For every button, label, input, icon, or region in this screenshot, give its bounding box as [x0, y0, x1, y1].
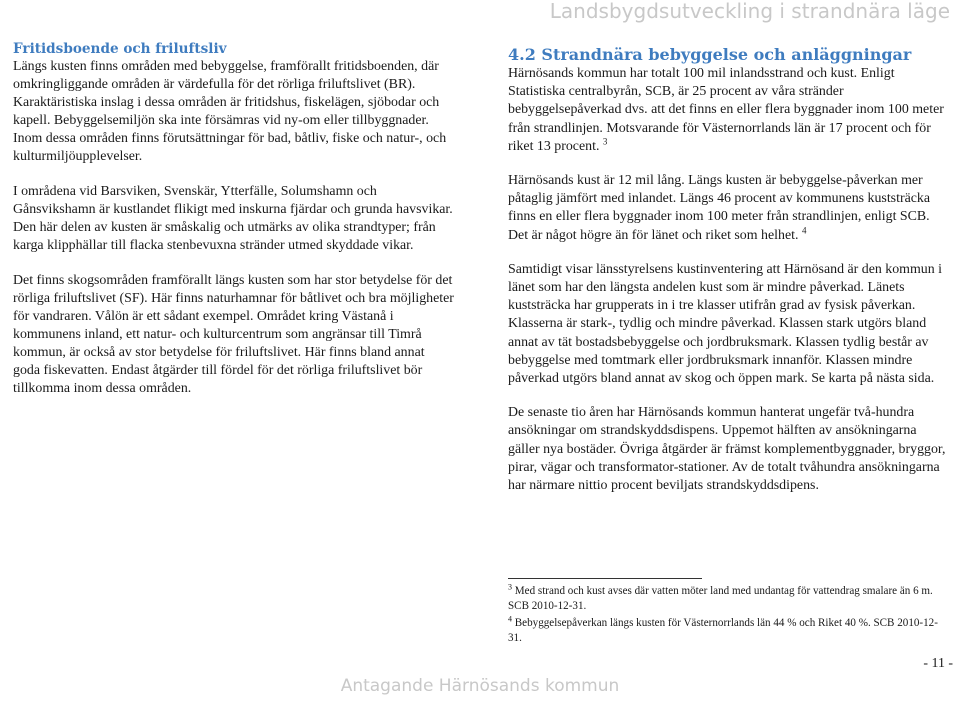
section-heading-fritidsboende: Fritidsboende och friluftsliv — [13, 41, 227, 57]
right-column — [508, 45, 946, 511]
section-heading-strandnara-bebyggelse: 4.2 Strandnära bebyggelse och anläggningar — [508, 45, 912, 64]
footnote-reference-3[interactable]: 3 — [602, 136, 608, 147]
footnote-reference-4[interactable]: 4 — [801, 225, 807, 235]
page-number: - 11 - — [923, 656, 953, 671]
paragraph-kustlangd-text: Härnösands kust är 12 mil lång. Längs kusten är bebyggelse-påverkan mer påtaglig jämfört med inlandet. Längs 46 procent av kommunens kuststräcka finns en eller flera byggnader inom 100 meter från strandlinjen, enligt SCB. Det är något högre än för länet och riket som helhet. — [508, 173, 931, 243]
footnote-3-marker: 3 — [508, 582, 512, 592]
footnote-4 — [508, 616, 948, 645]
paragraph-inlandsstrand — [508, 65, 946, 156]
paragraph-kustinventering: Samtidigt visar länsstyrelsens kustinventering att Härnösand är den kommun i länet som har den längsta andelen kust som är mindre påverkad. Länets kuststräcka har grupperats in i tre klasser utifrån grad av fysisk påverkan. Klasserna är stark-, tydlig och mindre påverkad. Klassen stark utgörs bland annat av tät bostadsbebyggelse och jordbruksmark. Klassen tydlig består av bebyggelse med tomtmark eller jordbruksmark innanför. Klassen mindre påverkad utgörs bland annat av skog och öppen mark. Se karta på nästa sida. — [508, 261, 943, 387]
footnote-4-text: Bebyggelsepåverkan längs kusten för Västernorrlands län 44 % och Riket 40 %. SCB 2010-12-31. — [508, 617, 938, 644]
paragraph-strandskyddsdispens: De senaste tio åren har Härnösands kommun hanterat ungefär två-hundra ansökningar om strandskyddsdispens. Uppemot hälften av ansökningarna gäller nya bostäder. Övriga åtgärder är främst komplementbyggnader, bryggor, pirar, vägar och transformator-stationer. Av de totalt tvåhundra ansökningarna har närmare nittio procent beviljats strandskyddsdipens. — [508, 405, 946, 494]
running-header-title: Landsbygdsutveckling i strandnära läge — [549, 0, 950, 23]
footnote-3-text: Med strand och kust avses där vatten möter land med undantag för vattendrag smalare än 6 m. SCB 2010-12-31. — [508, 585, 933, 612]
paragraph-inlandsstrand-text: Härnösands kommun har totalt 100 mil inlandsstrand och kust. Enligt Statistiska centralbyrån, SCB, är 25 procent av våra stränder bebyggelsepåverkad dvs. att det finns en eller flera byggnader inom 100 meter från strandlinjen. Motsvarande för Västernorrlands län är 17 procent och för riket 13 procent. — [508, 66, 944, 154]
footnote-3 — [508, 584, 948, 613]
paragraph-kustlangd — [508, 172, 946, 245]
paragraph-skogsomraden: Det finns skogsområden framförallt längs kusten som har stor betydelse för det rörliga friluftslivet (SF). Här finns naturhamnar för båtlivet och bra möjligheter för vandraren. Vålön är ett sådant exempel. Området kring Västanå i kommunens inland, ett natur- och kulturcentrum som angränsar till Timrå kommun, är också av stor betydelse för friluftslivet. Här finns bland annat goda fiskevatten. Endast åtgärder till fördel för det rörliga friluftslivet bör tillkomma inom dessa områden. — [13, 273, 454, 396]
running-footer-title: Antagande Härnösands kommun — [340, 676, 620, 696]
left-column — [13, 40, 455, 415]
footnote-separator — [508, 578, 702, 579]
footnotes — [508, 584, 948, 648]
footnote-4-marker: 4 — [508, 614, 512, 624]
paragraph-kustlandet: I områdena vid Barsviken, Svenskär, Ytterfälle, Solumshamn och Gånsvikshamn är kustlandet flikigt med inskurna fjärdar och grunda havsvikar. Den här delen av kusten är småskalig och utmärks av olika strandtyper; från karga klipphällar till flacka stenbevuxna stränder utmed skyddade vikar. — [13, 184, 453, 253]
paragraph-fritidsboende-intro: Längs kusten finns områden med bebyggelse, framförallt fritidsboenden, där omkringliggande områden är värdefulla för det rörliga friluftslivet (BR). Karaktäristiska inslag i dessa områden är fritidshus, fiskelägen, sjöbodar och kapell. Bebyggelsemiljön ska inte försämras vid ny-om eller tillbyggnader. Inom dessa områden finns förutsättningar för bad, båtliv, fiske och natur-, och kulturmiljöupplevelser. — [13, 59, 447, 164]
